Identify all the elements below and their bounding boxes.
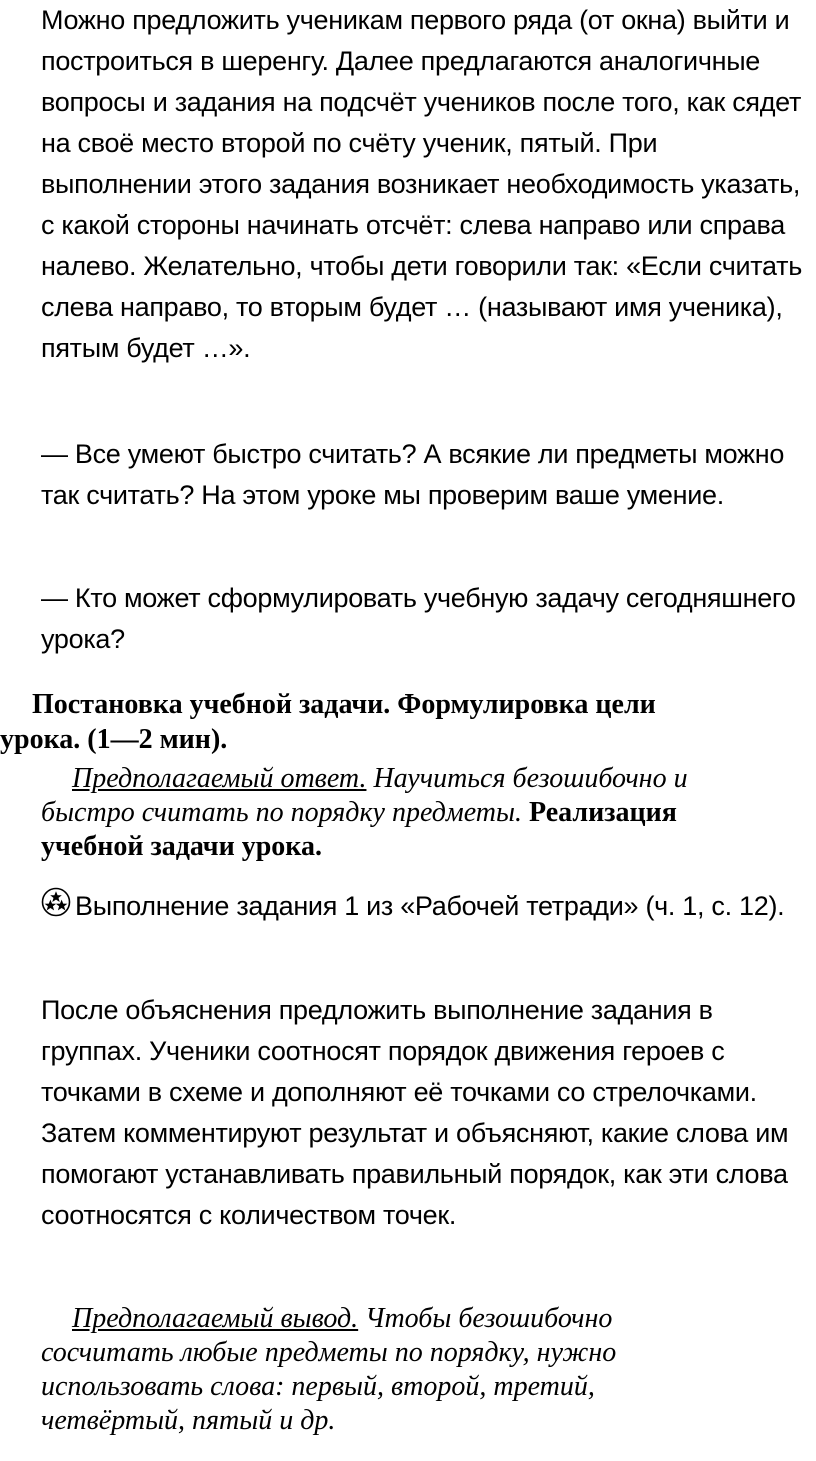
workbook-task-paragraph xyxy=(41,886,811,927)
section-heading-line-2: урока. (1—2 мин). xyxy=(0,724,228,755)
section-heading xyxy=(0,687,816,757)
paragraph-counting-question: — Все умеют быстро считать? А всякие ли предметы можно так считать? На этом уроке мы проверим ваше умение. xyxy=(41,439,785,510)
section-heading-line-1: Постановка учебной задачи. Формулировка цели xyxy=(32,689,656,720)
paragraph-task-question: — Кто может сформулировать учебную задачу сегодняшнего урока? xyxy=(41,583,796,654)
stars-group-icon xyxy=(41,887,71,917)
workbook-task-text: Выполнение задания 1 из «Рабочей тетради» (ч. 1, с. 12). xyxy=(75,891,785,921)
expected-conclusion-text: Чтобы безошибочно сосчитать любые предметы по порядку, нужно использовать слова: первый, второй, третий, четвёртый, пятый и др. xyxy=(41,1303,617,1436)
expected-answer-paragraph xyxy=(41,762,781,864)
expected-answer-text: Научиться безошибочно и быстро считать по порядку предметы. xyxy=(41,763,688,828)
expected-conclusion-paragraph xyxy=(41,1302,741,1438)
paragraph-group-work: После объяснения предложить выполнение задания в группах. Ученики соотносят порядок движения героев с точками в схеме и дополняют её точками со стрелочками. Затем комментируют результат и объясняют, какие слова им помогают устанавливать правильный порядок, как эти слова соотносятся с количеством точек. xyxy=(41,995,789,1230)
expected-conclusion-label: Предполагаемый вывод. xyxy=(72,1303,359,1334)
expected-answer-label: Предполагаемый ответ. xyxy=(72,763,367,794)
paragraph-students-line-up: Можно предложить ученикам первого ряда (от окна) выйти и построиться в шеренгу. Далее предлагаются аналогичные вопросы и задания на подсчёт учеников после того, как сядет на своё место второй по счёту ученик, пятый. При выполнении этого задания возникает необходимость указать, с какой стороны начинать отсчёт: слева направо или справа налево. Желательно, чтобы дети говорили так: «Если считать слева направо, то вторым будет … (называют имя ученика), пятым будет …». xyxy=(41,5,803,363)
lesson-task-realization: Реализация учебной задачи урока. xyxy=(41,797,677,862)
